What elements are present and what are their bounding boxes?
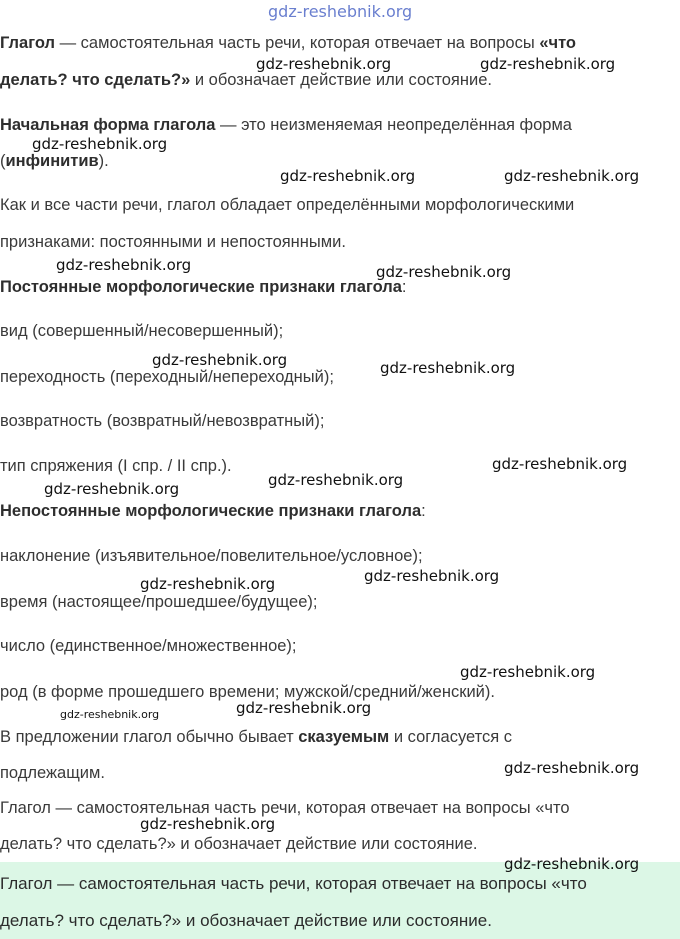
watermark: gdz-reshebnik.org [140,815,276,833]
definition-line-1 [0,34,576,53]
initial-form-line-1 [0,116,572,135]
watermark: gdz-reshebnik.org [44,480,180,498]
watermark: gdz-reshebnik.org [376,263,512,281]
predicate-line-2: подлежащим. [0,764,105,782]
repeat-definition-line-1: Глагол — самостоятельная часть речи, которая отвечает на вопросы «что [0,799,570,817]
text: и обозначает действие или состояние. [190,71,492,89]
text: ( [0,152,6,170]
variable-features-heading [0,502,426,521]
text: ). [98,152,109,170]
list-item: наклонение (изъявительное/повелительное/условное); [0,547,423,565]
colon: : [421,502,426,520]
highlighted-line-1: Глагол — самостоятельная часть речи, которая отвечает на вопросы «что [0,874,587,893]
watermark: gdz-reshebnik.org [380,359,516,377]
list-item: время (настоящее/прошедшее/будущее); [0,593,318,611]
text: — это неизменяемая неопределённая форма [215,116,572,134]
watermark: gdz-reshebnik.org [256,55,392,73]
list-item: тип спряжения (I спр. / II спр.). [0,457,232,475]
question-end: делать? что сделать?» [0,71,191,89]
term-infinitive: инфинитив [5,152,99,170]
watermark: gdz-reshebnik.org [480,55,616,73]
features-intro-line-1: Как и все части речи, глагол обладает определёнными морфологическими [0,196,575,214]
watermark: gdz-reshebnik.org [364,567,500,585]
term-predicate: сказуемым [298,728,390,746]
watermark: gdz-reshebnik.org [492,455,628,473]
highlighted-line-2: делать? что сделать?» и обозначает действие или состояние. [0,911,492,930]
watermark: gdz-reshebnik.org [56,256,192,274]
list-item: переходность (переходный/непереходный); [0,368,334,386]
watermark: gdz-reshebnik.org [60,708,160,721]
site-header-link[interactable]: gdz-reshebnik.org [268,2,413,21]
watermark: gdz-reshebnik.org [504,855,640,873]
watermark: gdz-reshebnik.org [504,759,640,777]
features-intro-line-2: признаками: постоянными и непостоянными. [0,233,346,251]
watermark: gdz-reshebnik.org [280,167,416,185]
text: В предложении глагол обычно бывает [0,728,299,746]
watermark: gdz-reshebnik.org [460,663,596,681]
watermark: gdz-reshebnik.org [140,575,276,593]
definition-line-2 [0,71,492,90]
initial-form-line-2 [0,152,109,171]
watermark: gdz-reshebnik.org [152,351,288,369]
heading-text: Постоянные морфологические признаки глагола [0,278,402,296]
list-item: вид (совершенный/несовершенный); [0,322,284,340]
watermark: gdz-reshebnik.org [236,699,372,717]
text: и согласуется с [389,728,513,746]
heading-text: Непостоянные морфологические признаки глагола [0,502,422,520]
constant-features-heading [0,278,407,297]
colon: : [401,278,407,296]
list-item: род (в форме прошедшего времени; мужской/средний/женский). [0,683,495,701]
list-item: число (единственное/множественное); [0,637,297,655]
list-item: возвратность (возвратный/невозвратный); [0,412,325,430]
predicate-line-1 [0,728,512,747]
repeat-definition-line-2: делать? что сделать?» и обозначает действие или состояние. [0,835,478,853]
question-start: «что [539,34,577,52]
watermark: gdz-reshebnik.org [504,167,640,185]
term-verb: Глагол [0,34,55,52]
watermark: gdz-reshebnik.org [32,135,168,153]
term-initial-form: Начальная форма глагола [0,116,216,134]
watermark: gdz-reshebnik.org [268,471,404,489]
text: — самостоятельная часть речи, которая отвечает на вопросы [55,34,540,52]
